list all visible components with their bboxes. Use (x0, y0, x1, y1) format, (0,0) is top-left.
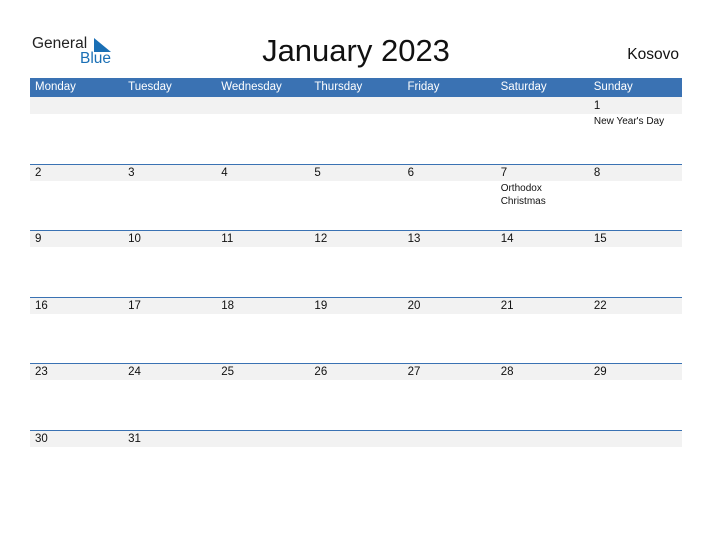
day-number: 2 (35, 167, 42, 179)
day-cell (589, 230, 682, 290)
day-cell (589, 297, 682, 357)
day-cell (216, 363, 309, 423)
day-cell (496, 430, 589, 490)
day-number: 23 (35, 366, 48, 378)
day-number: 8 (593, 167, 601, 179)
weekday-saturday: Saturday (500, 81, 547, 93)
day-cell (30, 363, 123, 423)
day-cell (30, 97, 123, 157)
day-cell (123, 164, 216, 224)
weekday-wednesday: Wednesday (221, 81, 282, 93)
day-cell (123, 430, 216, 490)
day-cell (403, 430, 496, 490)
day-cell (403, 297, 496, 357)
day-number: 12 (314, 233, 328, 245)
day-cell (216, 297, 309, 357)
day-number: 14 (500, 233, 514, 245)
day-number: 17 (128, 300, 141, 312)
day-cell (30, 430, 123, 490)
calendar-title: January 2023 (262, 33, 450, 68)
day-number: 9 (35, 233, 42, 245)
day-cell (30, 297, 123, 357)
day-number: 19 (314, 300, 328, 312)
holiday-label: New Year's Day (593, 116, 665, 127)
day-number: 18 (221, 300, 235, 312)
day-number: 4 (221, 167, 228, 179)
day-cell (403, 230, 496, 290)
day-cell (309, 164, 402, 224)
day-cell (123, 97, 216, 157)
day-cell (309, 97, 402, 157)
day-cell (216, 230, 309, 290)
day-number: 16 (35, 300, 48, 312)
day-number: 7 (500, 167, 508, 179)
weekday-monday: Monday (35, 81, 76, 93)
day-cell (309, 297, 402, 357)
logo-text-blue: Blue (80, 50, 112, 67)
day-cell (496, 230, 589, 290)
day-cell (123, 297, 216, 357)
day-number: 31 (128, 433, 141, 445)
day-number: 26 (314, 366, 328, 378)
day-cell (30, 230, 123, 290)
day-number: 20 (407, 300, 421, 312)
weekday-tuesday: Tuesday (128, 81, 172, 93)
day-number: 30 (35, 433, 48, 445)
day-cell (309, 363, 402, 423)
day-number: 28 (500, 366, 514, 378)
day-number: 10 (128, 233, 141, 245)
day-number: 6 (407, 167, 414, 179)
holiday-label: Orthodox Christmas (500, 183, 546, 207)
day-number: 21 (500, 300, 514, 312)
day-cell (496, 297, 589, 357)
weekday-sunday: Sunday (593, 81, 633, 93)
day-cell (123, 363, 216, 423)
day-number: 11 (221, 233, 234, 245)
day-cell (403, 164, 496, 224)
day-number: 3 (128, 167, 135, 179)
day-number: 15 (593, 233, 607, 245)
day-cell (309, 230, 402, 290)
logo-text-general: General (32, 35, 88, 52)
day-cell (403, 363, 496, 423)
day-cell (309, 430, 402, 490)
day-cell (123, 230, 216, 290)
day-cell (496, 164, 589, 224)
day-cell (403, 97, 496, 157)
day-cell (496, 363, 589, 423)
weekday-friday: Friday (407, 81, 440, 93)
day-cell (216, 164, 309, 224)
day-cell (589, 97, 682, 157)
day-number: 25 (221, 366, 235, 378)
day-cell (216, 430, 309, 490)
day-number: 5 (314, 167, 321, 179)
day-cell (589, 430, 682, 490)
day-number: 1 (593, 100, 601, 112)
day-cell (589, 164, 682, 224)
day-cell (589, 363, 682, 423)
day-number: 27 (407, 366, 421, 378)
weekday-thursday: Thursday (314, 81, 363, 93)
day-number: 22 (593, 300, 607, 312)
day-cell (30, 164, 123, 224)
day-cell (216, 97, 309, 157)
day-number: 24 (128, 366, 141, 378)
country-label: Kosovo (627, 46, 679, 63)
day-cell (496, 97, 589, 157)
day-number: 13 (407, 233, 421, 245)
day-number: 29 (593, 366, 607, 378)
weekday-header (30, 78, 682, 97)
